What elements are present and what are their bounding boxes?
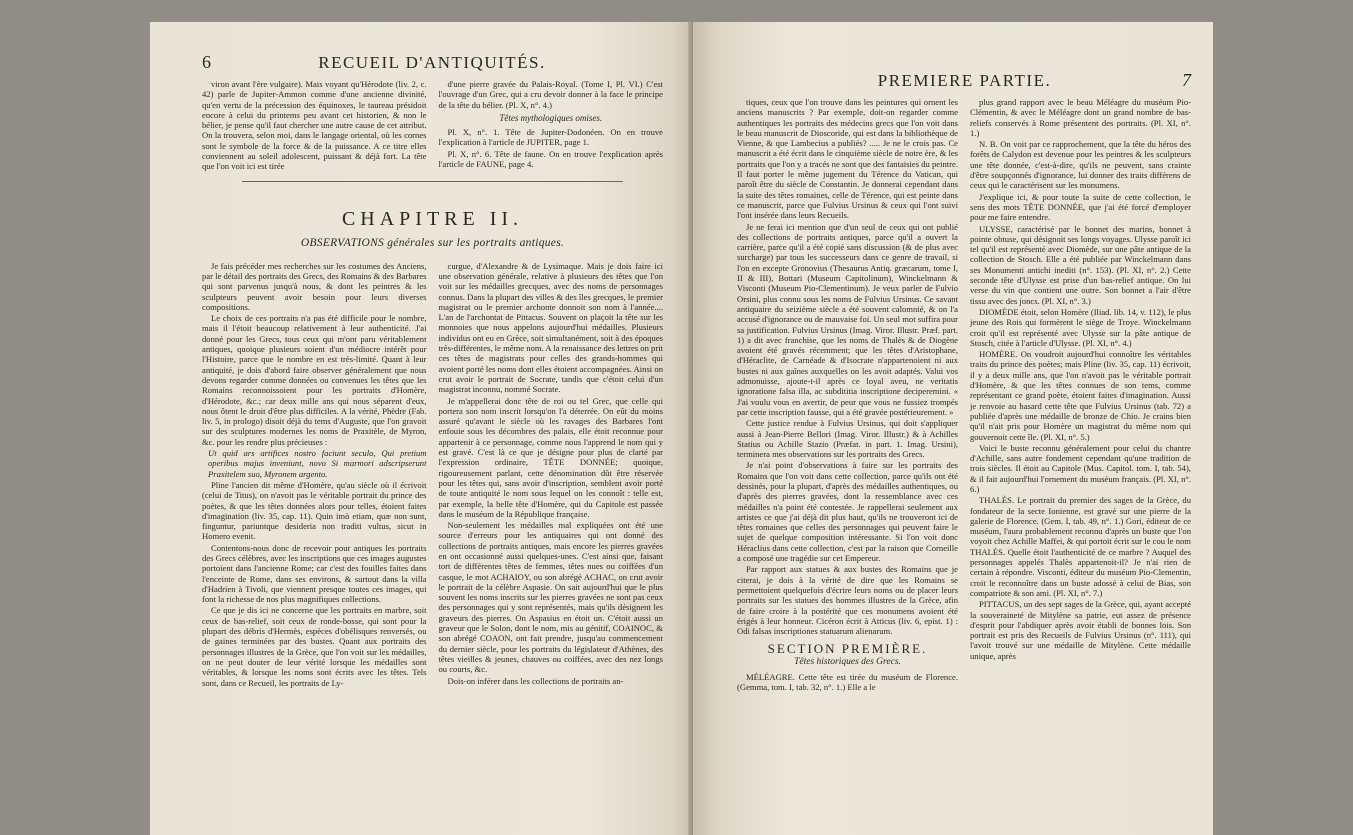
paragraph: Ce que je dis ici ne concerne que les portraits en marbre, soit ceux de bas-relief, soit ceux de ronde-bosse, qui sont pour la plupart des débris d'Hermès, espèces d'obélisques renversés, ou de gaines terminées par des bustes. Quant aux portraits des personnages illustres de la Grèce, que l'on voit sur les médailles, on ne peut douter de leur vérité lorsque les médailles sont véritables, & lorsque les noms sont écrits avec les têtes. Tels sont, dans ce Recueil, les portraits de Ly-	[202, 605, 427, 688]
paragraph: THALÈS. Le portrait du premier des sages de la Grèce, du fondateur de la secte Ionienne, est gravé sur une pierre de la galerie de Florence. (Gem. I, tab. 49, n°. 1.) Gori, éditeur de ce muséum, l'aura probablement reconnu d'après un buste que l'on voyoit chez Achille Maffei, & qui portoit écrit sur le cou le nom THALÈS. Quelle étoit l'authenticité de ce marbre ? Auquel des personnages appelés Thalès appartenoit-il? Je n'ai rien de certain à répondre. Visconti, éditeur du muséum Pio-Clementin, croit le reconnoître dans un buste adossé à celui de Bias, son compatriote & son ami. (Pl. XI, n°. 7.)	[970, 495, 1191, 598]
paragraph: curgue, d'Alexandre & de Lysimaque. Mais je dois faire ici une observation générale, relative à plusieurs des têtes que l'on voit sur les médailles grecques, avec des noms de personnages connus. Dans la plupart des villes & des îles grecques, le premier magistrat ou le premier archonte donnoit son nom à l'année.... L'an de l'archontat de Pittacus. Souvent on plaçoit la tête sur les monnoies que nous appelons aujourd'hui médailles. Plusieurs individus ont eu en Grèce, soit simultanément, soit à des époques très-différentes, le même nom. A la renaissance des lettres on prit ces têtes de magistrats pour celles des grands-hommes qui avoient porté les noms dont elles étoient accompagnées. Ainsi on crut avoir le portrait de Socrate, tandis que c'étoit celui d'un magistrat inconnu, nommé Socrate.	[438, 260, 663, 395]
paragraph: Dois-on inférer dans les collections de portraits an-	[447, 675, 624, 686]
paragraph: Je m'appellerai donc tête de roi ou tel Grec, que celle qui portera son nom inscrit lorsqu'on l'a déterrée. On eût du moins assuré qu'avant le siècle où les ravages des Barbares l'ont enfouie sous les décombres des palais, elle étoit reconnue pour appartenir à ce personnage, comme nous l'apprend le nom qui y est gravé. C'est là ce que je désigne pour plus de clarté par l'expression ordinaire, TÊTE DONNÉE; quoique, rigoureusement parlant, cette dénomination dût être réservée pour les têtes qui, sans avoir d'inscription, semblent avoir porté de toute antiquité le nom sous lequel on les connoît : telle est, par exemple, la belle tête d'Homère, qui du Capitole est passée dans le muséum de la République française.	[438, 395, 663, 519]
left-running-title: RECUEIL D'ANTIQUITÉS.	[318, 53, 546, 72]
paragraph: viron avant l'ère vulgaire). Mais voyant qu'Hérodote (liv. 2, c. 42) parle de Jupiter-Ammon comme d'une ancienne divinité, qu'en vertu de la précession des équinoxes, le taureau présidoit encore à celui du printems peu avant cet historien, & non le bélier, je pense qu'il faut chercher une autre cause de cet attribut. On la trouvera, selon moi, dans le langage oriental, où les cornes sont le symbole de la force & de la puissance. A ce titre elles conviennent au soleil adolescent, puissant & déjà fort. La tête que l'on voit ici est tirée	[202, 79, 427, 172]
right-main-columns	[737, 97, 1191, 694]
right-column-1	[737, 97, 958, 694]
paragraph: Je n'ai point d'observations à faire sur les portraits des Romains que l'on voit dans cette collection, parce qu'ils ont été dessinés, pour la plupart, d'après des médailles authentiques, ou d'après des pierres gravées, dont la ressemblance avec ces médailles n'a point été contestée. Je rappellerai seulement aux artistes ce que j'ai déjà dit plus haut, qu'ils ne trouveront ici de têtes romaines que celles des personnages qui peuvent faire le sujet de quelque composition intéressante. Si l'on voit donc Héraclius dans cette collection, c'est par la raison que Corneille a composé une tragédie sur cet Empereur.	[737, 460, 958, 564]
paragraph: Voici le buste reconnu généralement pour celui du chantre d'Achille, sans autre fondement cependant qu'une tradition de trois siècles. Il étoit au Capitole (Mus. Capitol. tom. I, tab. 54), & il fait aujourd'hui l'ornement du muséum français. (Pl. XI, n°. 6.)	[970, 442, 1191, 494]
left-column-2	[439, 261, 664, 689]
latin-quote: Ut quid ars artifices nostro faciunt seculo, Qui pretium operibus majus inveniunt, novo Si marmori adscripserunt Praxitelem suo, Myronem argento.	[208, 448, 427, 479]
right-page	[693, 22, 1213, 835]
paragraph: Cette justice rendue à Fulvius Ursinus, qui doit s'appliquer aussi à Jean-Pierre Bellori (Imag. Viror. Illustr.) & à Achilles Statius ou Achille Stazio (Præfat. in part. 1. Imag. Ursini), terminera mes observations sur les portraits des Grecs.	[737, 418, 958, 460]
paragraph: PITTACUS, un des sept sages de la Grèce, qui, ayant accepté la souveraineté de Mitylène sa patrie, eut assez de présence d'esprit pour l'abdiquer après avoir établi de bonnes lois. Son portrait est pris des Recueils de Fulvius Ursinus (n°. 111), qui l'avoit trouvé sur une médaille de Mitylène. Cette médaille unique, après	[970, 599, 1191, 661]
paragraph: plus grand rapport avec le beau Méléagre du muséum Pio-Clémentin, & avec le Méléagre dont un grand nombre de bas-reliefs conservés à Rome présentent des portraits. (Pl. XI, n°. 1.)	[970, 97, 1191, 138]
paragraph: Pline l'ancien dit même d'Homère, qu'au siècle où il écrivoit (celui de Titus), on n'avoit pas le véritable portrait du prince des poètes, & que les têtes données alors pour telles, étoient faites d'imagination (liv. 35, cap. 11). Quin imò etiam, quæ non sunt, finguntur, pariuntque desideria non traditi vultus, sicut in Homero evenit.	[202, 479, 427, 542]
chapter-subtitle: OBSERVATIONS générales sur les portraits antiques.	[300, 236, 565, 249]
left-top-column-2	[439, 79, 664, 173]
section-subtitle: Têtes historiques des Grecs.	[794, 656, 901, 667]
paragraph: Pl. X, n°. 6. Tête de faune. On en trouve l'explication après l'article de FAUNE, page 4.	[438, 148, 663, 170]
left-running-head	[202, 52, 663, 73]
section-title: SECTION PREMIÈRE.	[767, 641, 928, 657]
paragraph: ULYSSE, caractérisé par le bonnet des marins, bonnet à pointe obtuse, qui désignoit ses longs voyages. Ulysse paroît ici tel qu'il est représenté avec Diomède, sur une pâte antique de la collection de Stosch. Elle a été publiée par Winckelmann dans ses Monumenti antichi inediti (n°. 153). (Pl. XI, n°. 2.) Cette seconde tête d'Ulysse est prise d'un bas-relief antique. On lui verse du vin que contient une outre. Son bonnet a l'air d'être tissu avec des joncs. (Pl. XI, n°. 3.)	[970, 223, 1191, 306]
right-running-title: PREMIERE PARTIE.	[877, 71, 1052, 90]
left-page-number: 6	[202, 52, 211, 72]
paragraph: Contentons-nous donc de recevoir pour antiques les portraits des Grecs célèbres, avec les inscriptions que ces images augustes portoient dans l'ancienne Rome; car c'est des fouilles faites dans l'enceinte de Rome, dans ses environs, & surtout dans la villa d'Hadrien à Tivoli, que viennent presque toutes ces images, qui font la richesse de nos plus magnifiques collections.	[202, 542, 427, 605]
omitted-heads-caption: Têtes mythologiques omises.	[499, 112, 603, 123]
paragraph: Je ne ferai ici mention que d'un seul de ceux qui ont publié des collections de portraits antiques, parce qu'il a ouvert la carrière, parce qu'il a été copié sans discussion (& de plus avec surcharge) par tous les successeurs dans ce genre de travail, si l'on en excepte Gronovius (Thesaurus Antiq. græcarum, tome I, II & III), Bottari (Museum Capitolinum), Winckelmann & Visconti (Museum Pio-Clementinum). Je veux parler de Fulvio Orsini, plus connu sous les noms de Fulvius Ursinus. Ce savant antiquaire du seizième siècle a été souvent calomnié, & on l'a accusé d'ignorance ou de mauvaise foi. Un seul mot suffira pour sa justification. Fulvius Ursinus (Imag. Viror. Illustr. Præf. part. 1) a dit avec franchise, que les noms de Thalès & de Diogène avoient été gravés récemment; que les têtes d'Aristophane, d'Héraclite, de Carnéade & d'Isocrate n'appartenoient ni aux bustes ni aux gaînes auxquelles on les avoit adaptés. Valui vos admonuisse, ajoute-t-il après ce loyal aveu, ne veritatis ignoratione falsa illa, ac subdititia inscriptione deciperemini. « J'ai voulu vous en avertir, de peur que vous ne fussiez trompés par cette inscription fausse, qui a été gravée postérieurement. »	[737, 221, 958, 417]
left-page	[150, 22, 693, 835]
paragraph: MÉLÉAGRE. Cette tête est tirée du muséum de Florence. (Gemma, tom. I, tab. 32, n°. 1.) Elle a le	[737, 672, 958, 693]
paragraph: tiques, ceux que l'on trouve dans les peintures qui ornent les anciens manuscrits ? Par exemple, doit-on regarder comme authentiques les portraits des médecins grecs que l'on voit dans le beau manuscrit de Dioscoride, qui est dans la bibliothèque de Vienne, & que Lambecius a publiés? ..... Je ne le crois pas. Ce manuscrit a été écrit dans le cinquième siècle de notre ère, & les portraits que l'on y a tracés ne sont que des fantaisies du peintre. Il faut porter le même jugement du Térence du Vatican, qui paroît être du siècle de Constantin. Je donnerai cependant dans la suite des têtes romaines, celle de Térence, qui est peinte dans ce manuscrit, parce que Fulvius Ursinus & ceux qui l'ont suivi l'ont insérée dans leurs Recueils.	[737, 97, 958, 221]
left-top-column-1	[202, 79, 427, 173]
paragraph: d'une pierre gravée du Palais-Royal. (Tome I, Pl. VI.) C'est l'ouvrage d'un Grec, qui a cru devoir donner à la face le principe de la tête du bélier. (Pl. X, n°. 4.)	[438, 79, 663, 110]
paragraph: Par rapport aux statues & aux bustes des Romains que je citerai, je dois à la vérité de dire que les Romains se permettoient quelquefois d'écrire leurs noms ou de placer leurs portraits sur les statues des hommes illustres de la Grèce, afin de faire croire à la postérité que ces monumens avoient été érigés à leur honneur. Cicéron écrit à Atticus (liv. 6, epist. 1) : Odi falsas inscriptiones statuarum alienarum.	[737, 564, 958, 637]
right-running-head	[737, 70, 1191, 91]
paragraph: Je fais précéder mes recherches sur les costumes des Anciens, par le détail des portraits des Grecs, des Romains & des Barbares qui sont parvenus jusqu'à nous, & dont les peintres & les sculpteurs peuvent avoir besoin pour leurs diverses compositions.	[202, 260, 427, 312]
paragraph: J'explique ici, & pour toute la suite de cette collection, le sens des mots TÊTE DONNÉE, que j'ai été forcé d'employer pour me faire entendre.	[970, 191, 1191, 223]
paragraph: HOMÈRE. On voudroit aujourd'hui connoître les véritables traits du prince des poètes; mais Pline (liv. 35, cap. 11) écrivoit, il y a deux mille ans, que l'on n'avoit pas le véritable portrait d'Homère, & que les têtes connues de son tems, comme représentant ce grand poète, étoient faites d'imagination. Aussi je renvoie au hasard cette tête que Fulvius Ursinus (tab. 72) a publiée d'après une médaille de bronze de Chio. Je crains bien qu'il n'ait pris pour Homère un magistrat du même nom qui gouvernoit cette île. (Pl. XI, n°. 5.)	[970, 349, 1191, 442]
chapter-title: CHAPITRE II.	[341, 207, 524, 230]
divider	[242, 181, 623, 182]
left-top-columns	[202, 79, 663, 173]
right-column-2	[970, 97, 1191, 694]
right-page-number: 7	[1181, 70, 1191, 90]
paragraph: Non-seulement les médailles mal expliquées ont été une source d'erreurs pour les antiquaires qui ont donné des collections de portraits antiques, mais encore les pierres gravées en ont occasionné aussi quelques-unes. C'est ainsi que, faisant tort de différentes têtes de femmes, têtes nues ou coiffées d'un casque, le mot ACHAIOY, ou son abrégé ACHAC, on crut avoir le portrait de la célèbre Aspasie. On sait aujourd'hui que le plus souvent les noms inscrits sur les pierres gravées ne sont pas ceux des personnages qui y sont représentés, mais qu'ils désignent les graveurs des pierres. On Aspasius en étoit un. C'étoit aussi un graveur que le Solon, dont le nom, mis au génitif, COAINOC, & son abrégé COAON, ont fait prendre, jusqu'au commencement du dernier siècle, pour les portraits du législateur d'Athènes, des têtes vieilles & jeunes, chauves ou coiffées, avec des nez longs ou courts, &c.	[438, 520, 663, 675]
paragraph: N. B. On voit par ce rapprochement, que la tête du héros des forêts de Calydon est devenue pour les peintres & les sculpteurs une tête donnée, c'est-à-dire, qu'ils ne peuvent, sans crainte d'être soupçonnés d'ignorance, lui donner des traits différens de ceux qui le caractérisent sur les monumens.	[970, 139, 1191, 191]
left-column-1	[202, 261, 427, 689]
paragraph: Le choix de ces portraits n'a pas été difficile pour le nombre, mais il l'étoit beaucoup relativement à leur authenticité. J'ai donné pour les Grecs, tous ceux qui m'ont paru véritablement antiques, quoique plusieurs soient d'un médiocre intérêt pour l'Histoire, parce que le nombre en est très-limité. Quant à leur antiquité, je dois d'abord faire observer généralement que nous devons regarder comme données ou convenues les têtes que les Romains reconnoissoient pour les portraits d'Homère, d'Hérodote, &c.; car deux mille ans qui nous séparent d'eux, nous ôtent le droit d'être plus difficiles. A la vérité, Phèdre (Fab. liv. 5, in prologo) disoit déjà du tems d'Auguste, que l'on gravoit sur des sculptures modernes les noms de Praxitèle, de Myron, &c. pour les rendre plus précieuses :	[202, 313, 427, 447]
paragraph: DIOMÈDE étoit, selon Homère (Iliad. lib. 14, v. 112), le plus jeune des Rois qui formèrent le siège de Troye. Winckelmann croit qu'il est représenté avec Ulysse sur la pâte antique de Stosch, citée à l'article d'Ulysse. (Pl. XI, n°. 4.)	[970, 306, 1191, 348]
left-main-columns	[202, 261, 663, 689]
paragraph: Pl. X, n°. 1. Tête de Jupiter-Dodonéen. On en trouve l'explication à l'article de JUPITER, page 1.	[438, 127, 663, 148]
